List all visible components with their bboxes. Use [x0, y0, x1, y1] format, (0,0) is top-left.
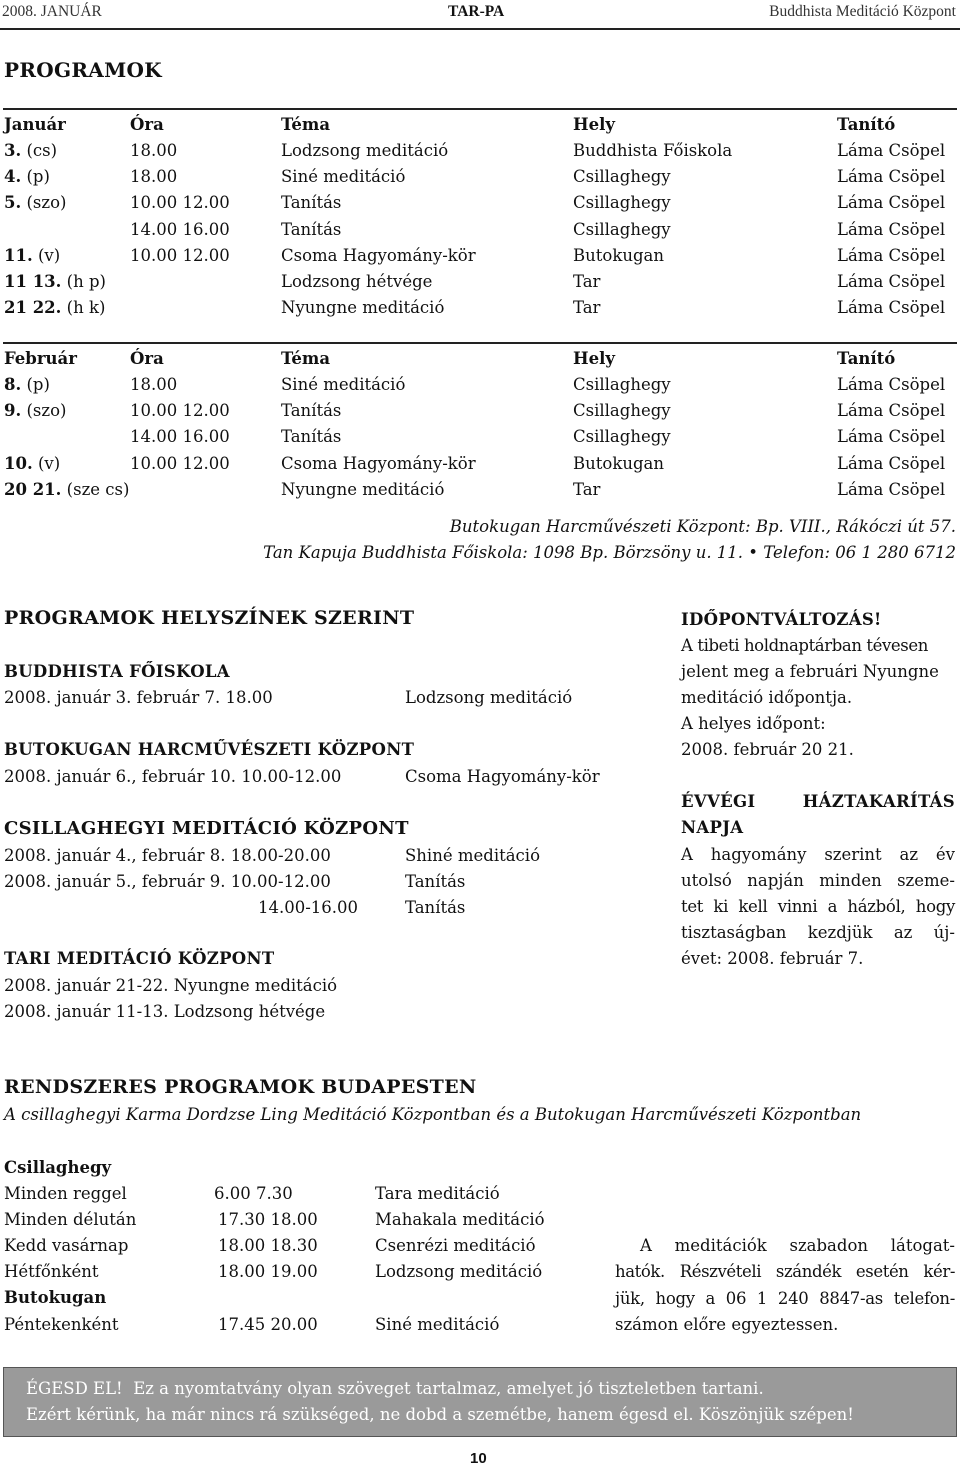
row-teacher: Láma Csöpel [837, 245, 946, 265]
change-notice-line: meditáció időpontja. [681, 688, 853, 707]
february-table-rule [3, 342, 957, 344]
row-day-weekday: (p) [21, 167, 50, 187]
regular-note-line: A meditációk szabadon látogat- [640, 1236, 955, 1255]
february-header-teacher: Tanító [837, 349, 896, 368]
venue-event: Shiné meditáció [405, 846, 541, 865]
row-topic: Tanítás [281, 193, 342, 213]
row-teacher: Láma Csöpel [837, 427, 946, 447]
row-day [4, 167, 50, 186]
january-header-place: Hely [573, 115, 615, 134]
regular-title: RENDSZERES PROGRAMOK BUDAPESTEN [4, 1076, 477, 1098]
row-day-weekday: (v) [32, 245, 61, 265]
row-day-number: 4. [4, 167, 22, 187]
row-teacher: Láma Csöpel [837, 479, 946, 499]
row-place: Csillaghegy [573, 401, 671, 421]
row-day [4, 141, 57, 160]
venue-date: 14.00-16.00 [258, 898, 359, 917]
regular-time: 17.30 18.00 [218, 1210, 318, 1229]
row-day [4, 246, 60, 265]
venue-date: 2008. január 6., február 10. 10.00-12.00 [4, 767, 342, 786]
address-college: Tan Kapuja Buddhista Főiskola: 1098 Bp. Börzsöny u. 11. • Telefon: 06 1 280 6712 [263, 543, 956, 562]
row-teacher: Láma Csöpel [837, 298, 946, 318]
regular-when: Minden délután [4, 1210, 137, 1229]
february-header-month: Február [4, 349, 77, 368]
row-topic: Nyungne meditáció [281, 298, 445, 318]
regular-event: Siné meditáció [375, 1315, 500, 1334]
venue-event: Lodzsong meditáció [405, 688, 573, 707]
regular-csillaghegy-label: Csillaghegy [4, 1158, 112, 1177]
row-day-number: 9. [4, 401, 22, 421]
row-day-number: 11 13. [4, 272, 62, 291]
regular-event: Lodzsong meditáció [375, 1262, 543, 1281]
cleanup-title: ÉVVÉGI HÁZTAKARÍTÁS [681, 792, 955, 811]
row-place: Tar [573, 298, 601, 318]
page-number: 10 [470, 1450, 487, 1467]
regular-butokugan-label: Butokugan [4, 1288, 107, 1307]
row-day-weekday: (szo) [21, 193, 67, 213]
row-teacher: Láma Csöpel [837, 272, 946, 291]
row-topic: Lodzsong meditáció [281, 141, 449, 160]
row-day [4, 401, 66, 420]
row-time: 10.00 12.00 [130, 453, 230, 473]
row-time: 18.00 [130, 141, 178, 160]
venue-event: Tanítás [405, 872, 466, 891]
change-notice-line: A tibeti holdnaptárban tévesen [681, 636, 928, 655]
row-topic: Siné meditáció [281, 375, 406, 394]
cleanup-line: tet ki kell vinni a házból, hogy [681, 897, 955, 916]
row-time: 14.00 16.00 [130, 219, 230, 239]
row-teacher: Láma Csöpel [837, 141, 946, 160]
regular-when: Hétfőnként [4, 1262, 99, 1281]
regular-note-line: jük, hogy a 06 1 240 8847-as telefon- [615, 1289, 955, 1308]
regular-when: Péntekenként [4, 1315, 119, 1334]
cleanup-title: NAPJA [681, 818, 744, 837]
regular-time: 18.00 18.30 [218, 1236, 318, 1255]
regular-when: Minden reggel [4, 1184, 127, 1203]
regular-note-line: számon előre egyeztessen. [615, 1315, 839, 1334]
row-time: 10.00 12.00 [130, 401, 230, 421]
january-header-month: Január [4, 115, 66, 134]
january-header-topic: Téma [281, 115, 331, 134]
regular-event: Csenrézi meditáció [375, 1236, 536, 1255]
burn-notice-line [26, 1379, 764, 1398]
change-notice-line: 2008. február 20 21. [681, 740, 854, 759]
venue-event: Tanítás [405, 898, 466, 917]
row-topic: Tanítás [281, 427, 342, 447]
venue-date: 2008. január 21-22. Nyungne meditáció [4, 976, 338, 995]
row-day-weekday: (cs) [21, 141, 58, 160]
january-header-teacher: Tanító [837, 115, 896, 134]
cleanup-line: évet: 2008. február 7. [681, 949, 864, 968]
row-topic: Tanítás [281, 401, 342, 421]
regular-note-line: hatók. Részvételi szándék esetén kér- [615, 1262, 955, 1281]
row-place: Butokugan [573, 245, 664, 265]
venue-name: CSILLAGHEGYI MEDITÁCIÓ KÖZPONT [4, 818, 409, 839]
header-date: 2008. JANUÁR [2, 3, 102, 20]
row-place: Csillaghegy [573, 219, 671, 239]
row-topic: Tanítás [281, 219, 342, 239]
venue-date: 2008. január 4., február 8. 18.00-20.00 [4, 846, 331, 865]
row-day [4, 298, 105, 317]
february-header-topic: Téma [281, 349, 331, 368]
row-teacher: Láma Csöpel [837, 167, 946, 187]
row-place: Tar [573, 479, 601, 499]
regular-event: Tara meditáció [375, 1184, 500, 1203]
row-time: 18.00 [130, 375, 178, 394]
row-place: Tar [573, 272, 601, 291]
regular-event: Mahakala meditáció [375, 1210, 545, 1229]
row-day-weekday: (h k) [61, 298, 106, 318]
change-notice-line: jelent meg a februári Nyungne [681, 662, 939, 681]
row-place: Csillaghegy [573, 193, 671, 213]
row-teacher: Láma Csöpel [837, 219, 946, 239]
venue-date: 2008. január 3. február 7. 18.00 [4, 688, 273, 707]
burn-notice-lead: ÉGESD EL! [26, 1379, 123, 1398]
row-teacher: Láma Csöpel [837, 453, 946, 473]
row-day [4, 454, 60, 473]
burn-notice-line: Ezért kérünk, ha már nincs rá szükséged, ne dobd a szemétbe, hanem égesd el. Köszönjük szépen! [26, 1405, 854, 1424]
row-day-number: 21 22. [4, 298, 62, 318]
cleanup-line: utolsó napján minden szeme- [681, 871, 955, 890]
venue-event: Csoma Hagyomány-kör [405, 767, 600, 786]
row-topic: Csoma Hagyomány-kör [281, 245, 476, 265]
regular-time: 17.45 20.00 [218, 1315, 318, 1334]
row-place: Csillaghegy [573, 427, 671, 447]
row-topic: Lodzsong hétvége [281, 272, 433, 291]
venues-title: PROGRAMOK HELYSZÍNEK SZERINT [4, 607, 415, 629]
venue-name: BUDDHISTA FŐISKOLA [4, 662, 230, 681]
february-header-place: Hely [573, 349, 615, 368]
row-teacher: Láma Csöpel [837, 401, 946, 421]
address-butokugan: Butokugan Harcművészeti Központ: Bp. VIII., Rákóczi út 57. [449, 517, 956, 536]
row-time: 10.00 12.00 [130, 193, 230, 213]
burn-notice-box [3, 1367, 957, 1437]
regular-when: Kedd vasárnap [4, 1236, 129, 1255]
row-day-weekday: (v) [32, 453, 61, 473]
january-header-time: Óra [130, 115, 164, 134]
row-day-number: 5. [4, 193, 22, 213]
row-day-weekday: (p) [21, 375, 50, 394]
row-time: 18.00 [130, 167, 178, 187]
row-day [4, 272, 106, 291]
regular-subtitle: A csillaghegyi Karma Dordzse Ling Meditáció Központban és a Butokugan Harcművészeti Központban [4, 1105, 862, 1124]
cleanup-line: A hagyomány szerint az év [681, 845, 955, 864]
header-rule [0, 28, 960, 30]
row-teacher: Láma Csöpel [837, 193, 946, 213]
venue-date: 2008. január 11-13. Lodzsong hétvége [4, 1002, 326, 1021]
row-topic: Nyungne meditáció [281, 479, 445, 499]
venue-date: 2008. január 5., február 9. 10.00-12.00 [4, 872, 331, 891]
row-day [4, 193, 66, 212]
row-day-number: 8. [4, 375, 22, 394]
change-notice-line: A helyes időpont: [681, 714, 826, 733]
row-day-number: 11. [4, 245, 33, 265]
header-publisher: Buddhista Meditáció Központ [769, 3, 956, 20]
row-place: Butokugan [573, 453, 664, 473]
row-day [4, 375, 50, 394]
row-day-weekday: (h p) [61, 272, 106, 291]
row-time: 14.00 16.00 [130, 427, 230, 447]
burn-notice-text: Ez a nyomtatvány olyan szöveget tartalmaz, amelyet jó tiszteletben tartani. [133, 1379, 764, 1398]
row-topic: Csoma Hagyomány-kör [281, 453, 476, 473]
cleanup-line: tisztaságban kezdjük az új- [681, 923, 955, 942]
row-teacher: Láma Csöpel [837, 375, 946, 394]
venue-name: TARI MEDITÁCIÓ KÖZPONT [4, 949, 275, 968]
row-place: Csillaghegy [573, 375, 671, 394]
row-place: Buddhista Főiskola [573, 141, 733, 160]
regular-time: 6.00 7.30 [214, 1184, 293, 1203]
row-day-number: 3. [4, 141, 22, 160]
february-header-time: Óra [130, 349, 164, 368]
row-time: 10.00 12.00 [130, 245, 230, 265]
venue-name: BUTOKUGAN HARCMŰVÉSZETI KÖZPONT [4, 740, 415, 759]
row-day [4, 480, 129, 499]
regular-time: 18.00 19.00 [218, 1262, 318, 1281]
header-title: TAR-PA [448, 3, 505, 20]
row-topic: Siné meditáció [281, 167, 406, 187]
january-table-rule [3, 108, 957, 110]
row-place: Csillaghegy [573, 167, 671, 187]
row-day-weekday: (szo) [21, 401, 67, 421]
change-notice-title: IDŐPONTVÁLTOZÁS! [681, 610, 882, 629]
row-day-number: 10. [4, 453, 33, 473]
row-day-number: 20 21. [4, 479, 62, 499]
row-day-weekday: (sze cs) [61, 479, 130, 499]
page-title: PROGRAMOK [4, 58, 162, 82]
